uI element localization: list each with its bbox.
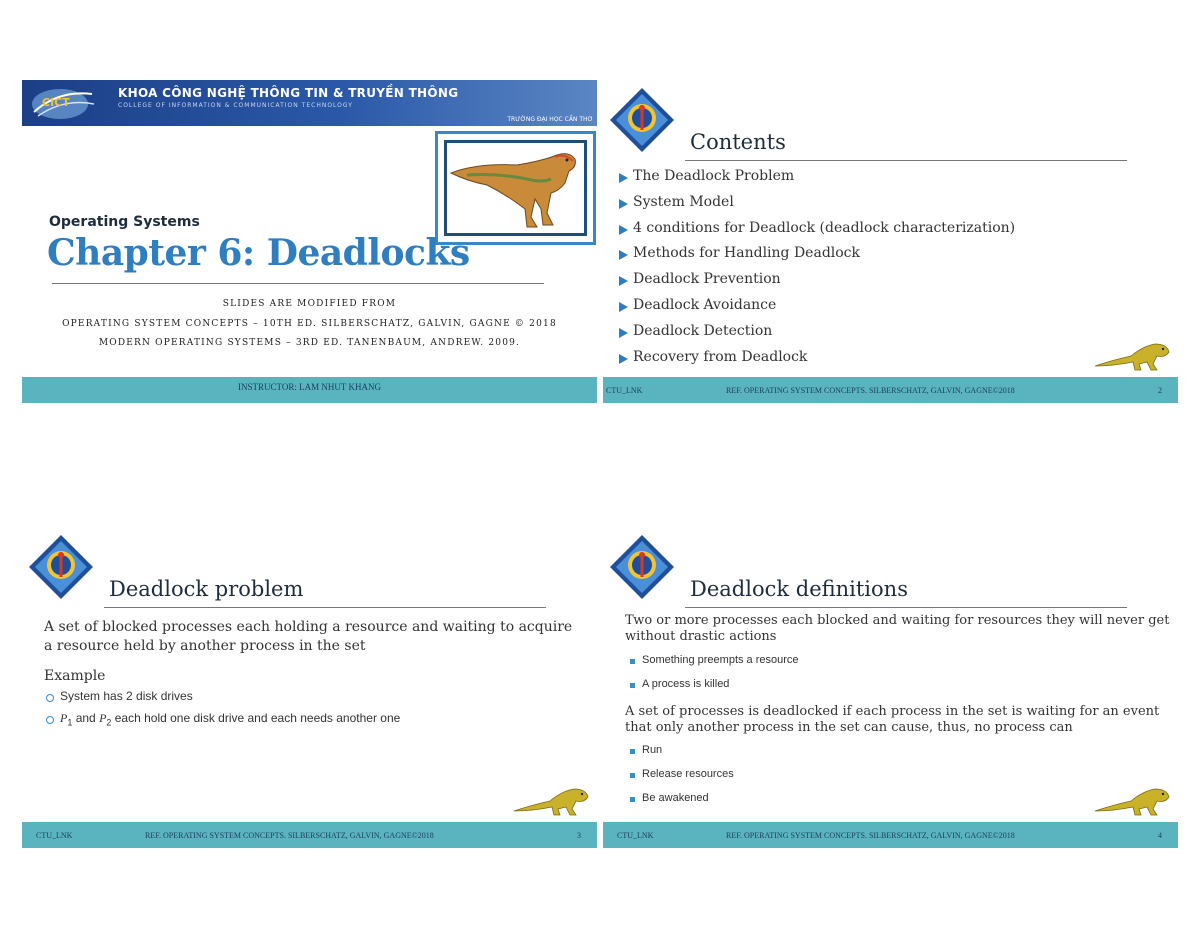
contents-item: 4 conditions for Deadlock (deadlock characterization) [619,220,1015,246]
credit-line-2: OPERATING SYSTEM CONCEPTS – 10TH ED. SILBERSCHATZ, GALVIN, GAGNE © 2018 [62,319,557,329]
contents-item: Deadlock Prevention [619,271,1015,297]
footer-author: CTU_LNK [606,386,643,395]
footer-reference: REF. OPERATING SYSTEM CONCEPTS. SILBERSCHATZ, GALVIN, GAGNE©2018 [145,831,434,840]
slide-title: Contents [690,130,786,154]
bullet-icon [630,797,635,802]
cict-logo-icon [28,84,98,122]
footer-bar [22,822,597,848]
slide-title: Deadlock definitions [690,577,908,601]
title-divider [104,607,546,608]
banner-subtitle: COLLEGE OF INFORMATION & COMMUNICATION TECHNOLOGY [118,102,353,109]
lizard-decoration-icon [1093,781,1173,817]
title-divider [52,283,544,284]
bullet-icon [46,694,54,702]
slide-deadlock-problem [22,525,597,850]
dinosaur-illustration-icon [447,143,584,233]
bullet-icon [630,749,635,754]
footer-reference: REF. OPERATING SYSTEM CONCEPTS. SILBERSCHATZ, GALVIN, GAGNE©2018 [726,831,1015,840]
example-label: Example [44,668,106,684]
bullet-icon [630,773,635,778]
definition-paragraph: A set of blocked processes each holding a resource and waiting to acquire a resource held by another process in the set [44,619,573,654]
instructor-label: INSTRUCTOR: LAM NHUT KHANG [238,382,381,392]
university-logo-icon [608,86,676,154]
chapter-title: Chapter 6: Deadlocks [47,232,470,274]
lizard-decoration-icon [1093,336,1173,372]
svg-text:CICT: CICT [42,96,70,109]
dinosaur-image-frame [435,131,596,245]
footer-bar [603,822,1178,848]
title-divider [685,160,1127,161]
slide-title-page [22,78,597,403]
sub-bullet-1: Something preempts a resource [642,654,799,666]
credit-line-3: MODERN OPERATING SYSTEMS – 3RD ED. TANENBAUM, ANDREW. 2009. [98,338,521,348]
sub-bullet-2: A process is killed [642,678,730,690]
footer-author: CTU_LNK [36,831,73,840]
course-name: Operating Systems [49,214,200,230]
university-logo-icon [608,533,676,601]
bullet-icon [46,716,54,724]
banner-title: KHOA CÔNG NGHỆ THÔNG TIN & TRUYỀN THÔNG [118,86,459,100]
faculty-banner [22,80,597,126]
definition-paragraph-1: Two or more processes each blocked and waiting for resources they will never get without drastic actions [625,613,1170,644]
credit-line-1: SLIDES ARE MODIFIED FROM [222,299,397,309]
sub-bullet-5: Be awakened [642,792,709,804]
lizard-decoration-icon [512,781,592,817]
definition-paragraph-2: A set of processes is deadlocked if each process in the set is waiting for an event that only another process in the set can cause, thus, no process can [625,704,1160,735]
contents-item: The Deadlock Problem [619,168,1015,194]
university-logo-icon [27,533,95,601]
slide-contents [603,78,1178,403]
contents-item: Deadlock Avoidance [619,297,1015,323]
slide-title: Deadlock problem [109,577,304,601]
contents-item: Methods for Handling Deadlock [619,245,1015,271]
banner-university: TRƯỜNG ĐẠI HỌC CẦN THƠ [507,116,593,123]
contents-list [619,168,1015,374]
title-divider [685,607,1127,608]
footer-bar [603,377,1178,403]
contents-item: Recovery from Deadlock [619,349,1015,375]
bullet-icon [630,659,635,664]
sub-bullet-4: Release resources [642,768,734,780]
example-bullet-2: $P_1$ and $P_2$ each hold one disk drive and each needs another one [60,711,401,728]
page-number: 4 [1158,831,1162,840]
contents-item: System Model [619,194,1015,220]
footer-author: CTU_LNK [617,831,654,840]
bullet-icon [630,683,635,688]
example-bullet-1: System has 2 disk drives [60,689,193,703]
footer-reference: REF. OPERATING SYSTEM CONCEPTS. SILBERSCHATZ, GALVIN, GAGNE©2018 [726,386,1015,395]
sub-bullet-3: Run [642,744,663,756]
contents-item: Deadlock Detection [619,323,1015,349]
page-number: 2 [1158,386,1162,395]
page-number: 3 [577,831,581,840]
slide-deadlock-definitions [603,525,1178,850]
